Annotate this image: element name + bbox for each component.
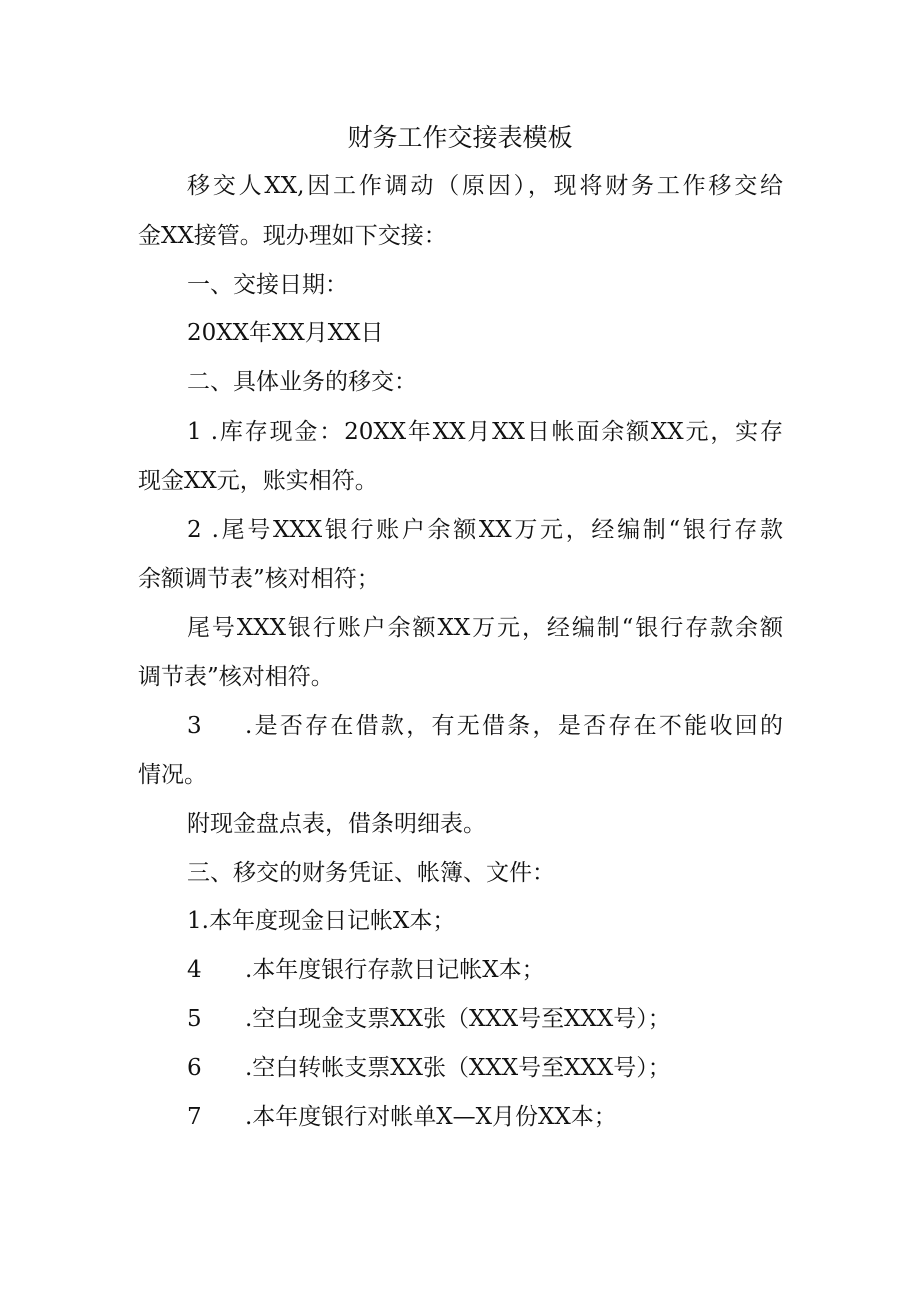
section-3-heading: 三、移交的财务凭证、帐簿、文件： — [187, 860, 555, 886]
item-1-line-2: 现金XX元，账实相符。 — [138, 468, 378, 494]
item-1-line-1: 1 .库存现金：20XX年XX月XX日帐面余额XX元，实存 — [187, 419, 783, 445]
list-item-5 — [187, 1002, 671, 1036]
list-item-1: 1.本年度现金日记帐X本； — [187, 908, 456, 934]
section-1-heading: 一、交接日期： — [187, 272, 348, 298]
document-title: 财务工作交接表模板 — [347, 123, 573, 152]
list-item-4-number: 4 — [187, 957, 202, 983]
item-2b-line-1: 尾号XXX银行账户余额XX万元，经编制“银行存款余额 — [187, 615, 783, 641]
item-2-line-1: 2 .尾号XXX银行账户余额XX万元，经编制“银行存款 — [187, 517, 783, 543]
list-item-6-number: 6 — [187, 1055, 202, 1081]
list-item-7-number: 7 — [187, 1104, 202, 1130]
list-item-6 — [187, 1051, 671, 1085]
intro-line-2: 金XX接管。现办理如下交接： — [138, 223, 447, 249]
item-3-line-2: 情况。 — [138, 762, 207, 788]
item-2b-line-2: 调节表”核对相符。 — [138, 664, 334, 690]
list-item-4 — [187, 953, 545, 987]
list-item-5-number: 5 — [187, 1006, 202, 1032]
attachment-note: 附现金盘点表，借条明细表。 — [187, 811, 486, 837]
list-item-7 — [187, 1100, 617, 1134]
list-item-6-text: .空白转帐支票XX张（XXX号至XXX号）； — [245, 1055, 671, 1081]
list-item-4-text: .本年度银行存款日记帐X本； — [245, 957, 545, 983]
intro-line-1: 移交人XX,因工作调动（原因），现将财务工作移交给 — [187, 173, 783, 199]
list-item-7-text: .本年度银行对帐单X—X月份XX本； — [245, 1104, 617, 1130]
handover-date: 20XX年XX月XX日 — [187, 320, 384, 346]
item-3-number: 3 — [187, 713, 202, 739]
section-2-heading: 二、具体业务的移交： — [187, 369, 417, 395]
list-item-5-text: .空白现金支票XX张（XXX号至XXX号）； — [245, 1006, 671, 1032]
item-2-line-2: 余额调节表”核对相符； — [138, 566, 380, 592]
item-3-line-1: .是否存在借款，有无借条，是否存在不能收回的 — [245, 713, 783, 739]
